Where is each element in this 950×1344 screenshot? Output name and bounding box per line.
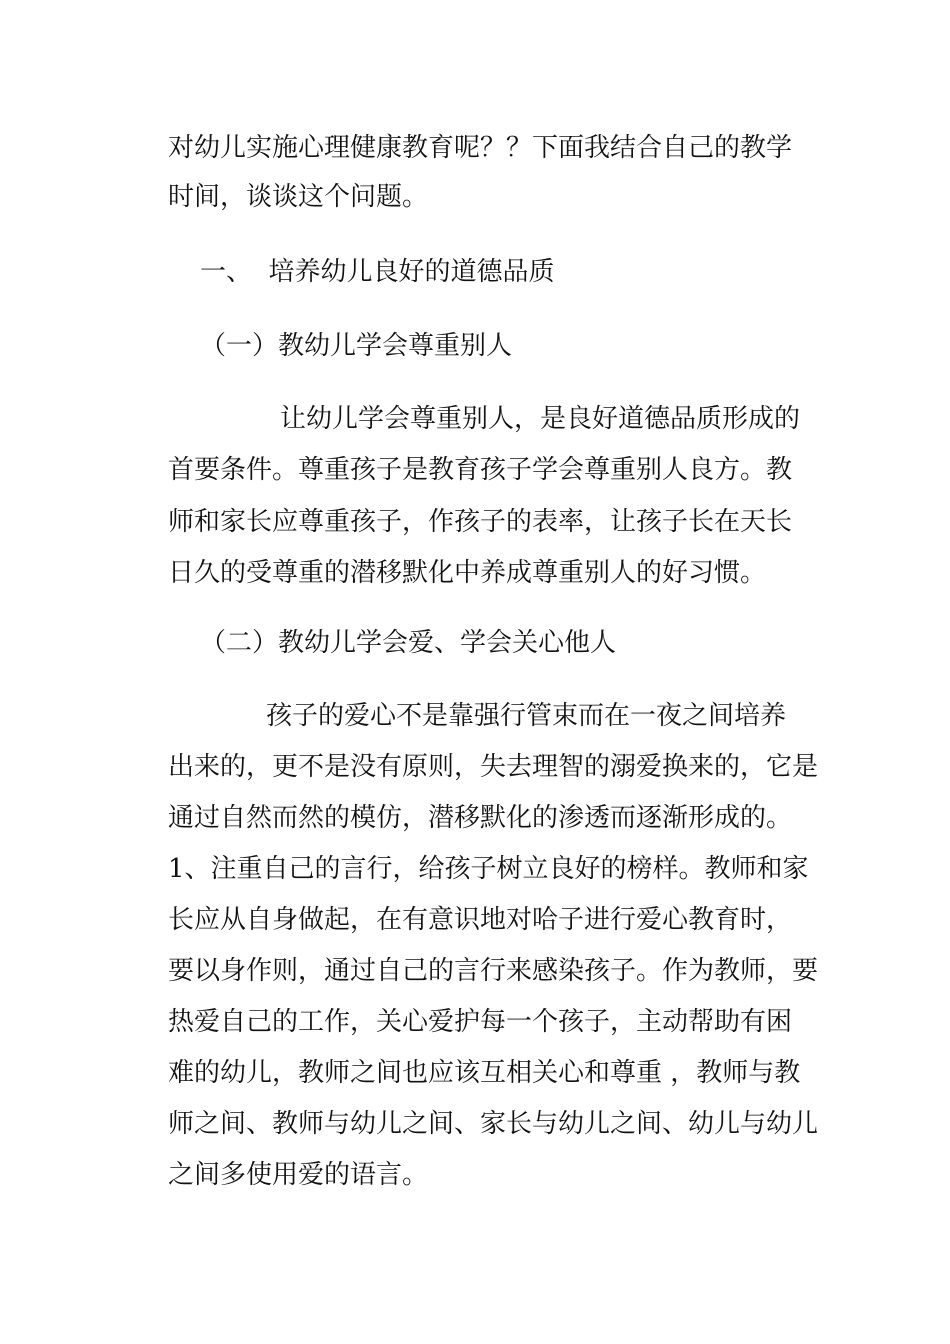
line-text: 师和家长应尊重孩子，作孩子的表率，让孩子长在天长 <box>168 507 793 537</box>
line-text: 出来的，更不是没有原则，失去理智的溺爱换来的，它是 <box>168 752 819 782</box>
paragraph-line <box>168 853 808 885</box>
paragraph-line <box>168 751 819 783</box>
heading-text: 一、 培养幼儿良好的道德品质 <box>200 257 555 287</box>
subsection-heading <box>200 627 840 659</box>
line-text: 首要条件。尊重孩子是教育孩子学会尊重别人良方。教 <box>168 455 793 485</box>
paragraph-line <box>168 181 808 213</box>
line-text: 热爱自己的工作，关心爱护每一个孩子，主动帮助有困 <box>168 1007 793 1037</box>
line-text: 对幼儿实施心理健康教育呢？？下面我结合自己的教学 <box>168 133 793 163</box>
paragraph-line <box>168 506 808 538</box>
line-text: 日久的受尊重的潜移默化中养成尊重别人的好习惯。 <box>168 558 767 588</box>
paragraph-line <box>168 454 808 486</box>
heading-text: （一）教幼儿学会尊重别人 <box>200 331 513 361</box>
line-text: 难的幼儿，教师之间也应该互相关心和尊重 ，教师与教 <box>168 1058 801 1088</box>
line-text: 1、注重自己的言行，给孩子树立良好的榜样。教师和家 <box>168 854 809 884</box>
line-text: 让幼儿学会尊重别人，是良好道德品质形成的 <box>280 404 801 434</box>
paragraph-line <box>280 403 920 435</box>
paragraph-line <box>168 955 819 987</box>
line-text: 通过自然而然的模仿，潜移默化的渗透而逐渐形成的。 <box>168 803 793 833</box>
paragraph-line <box>168 557 808 589</box>
paragraph-line <box>168 1057 808 1089</box>
heading-text: （二）教幼儿学会爱、学会关心他人 <box>200 628 617 658</box>
paragraph-line <box>168 802 808 834</box>
line-text: 长应从自身做起，在有意识地对哈子进行爱心教育时， <box>168 905 793 935</box>
line-text: 师之间、教师与幼儿之间、家长与幼儿之间、幼儿与幼儿 <box>168 1109 819 1139</box>
line-text: 孩子的爱心不是靠强行管束而在一夜之间培养 <box>266 701 787 731</box>
paragraph-line <box>266 700 906 732</box>
paragraph-line <box>168 132 808 164</box>
line-text: 时间，谈谈这个问题。 <box>168 182 429 212</box>
line-text: 之间多使用爱的语言。 <box>168 1160 429 1190</box>
paragraph-line <box>168 904 808 936</box>
subsection-heading <box>200 330 840 362</box>
paragraph-line <box>168 1159 808 1191</box>
line-text: 要以身作则，通过自己的言行来感染孩子。作为教师，要 <box>168 956 819 986</box>
section-heading <box>200 256 840 288</box>
paragraph-line <box>168 1108 819 1140</box>
paragraph-line <box>168 1006 808 1038</box>
